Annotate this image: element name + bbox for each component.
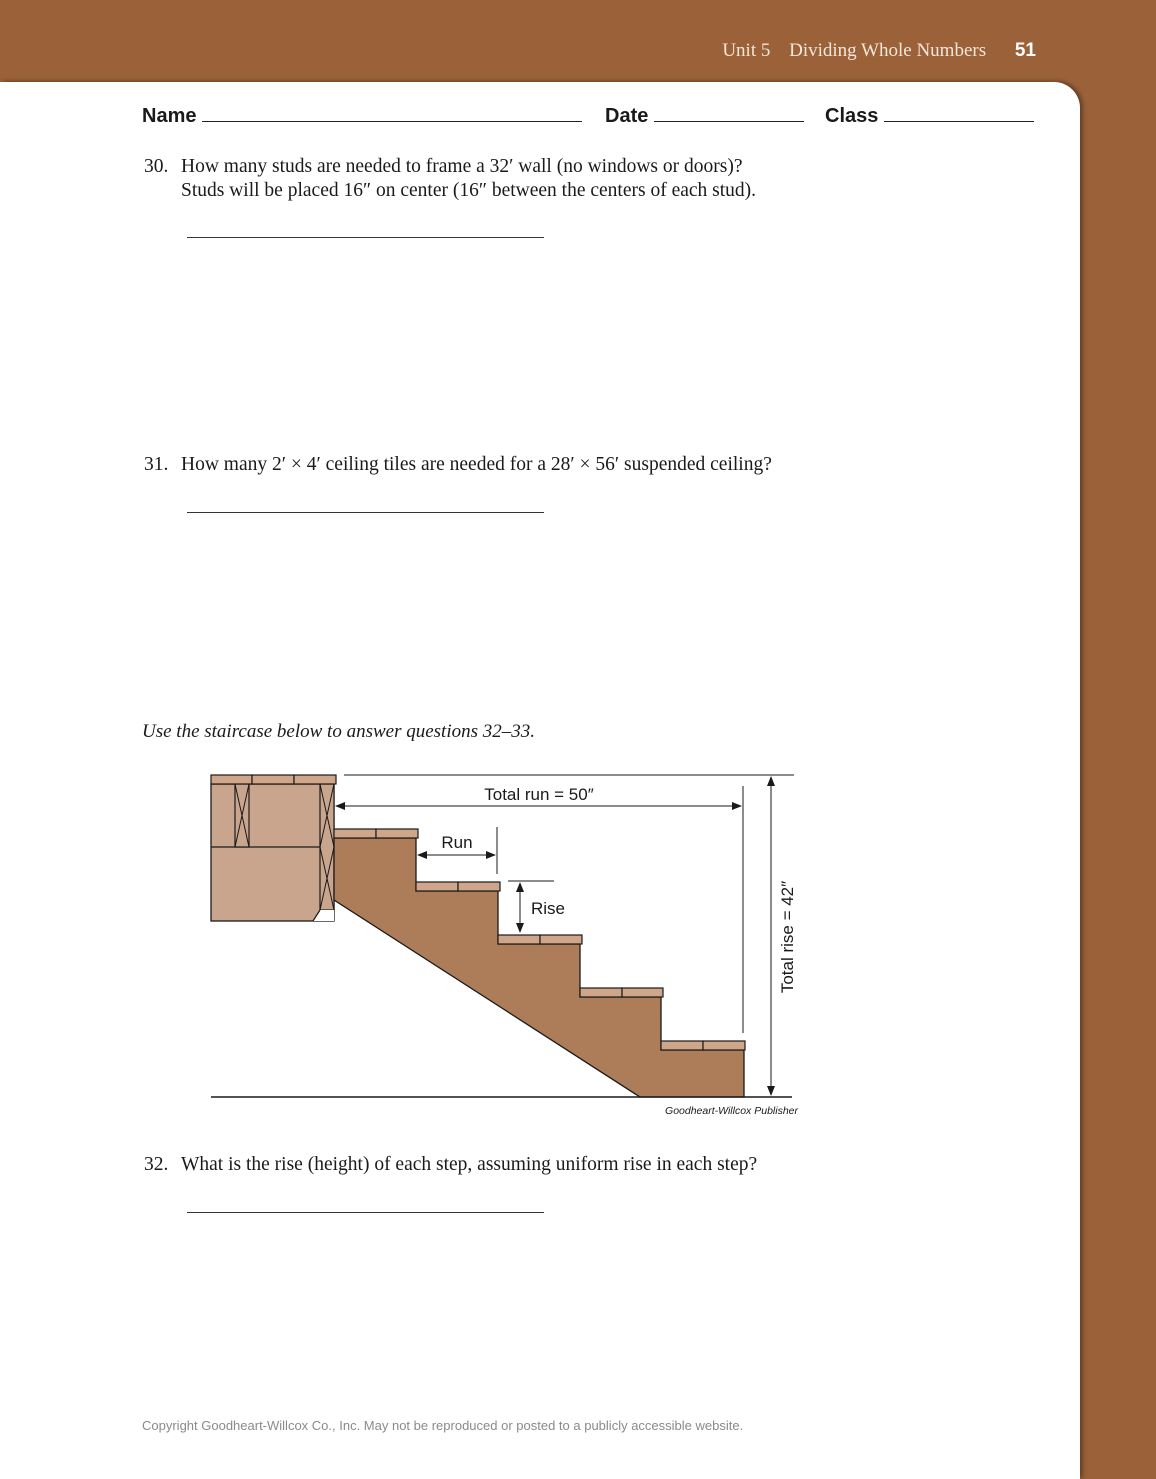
figure-instruction: Use the staircase below to answer questions 32–33.: [142, 721, 535, 742]
total-rise-label: Total rise = 42″: [778, 880, 797, 994]
question-32: [144, 1153, 757, 1177]
copyright-notice: Copyright Goodheart-Willcox Co., Inc. May not be reproduced or posted to a publicly accessible website.: [142, 1418, 744, 1433]
date-label: Date: [605, 105, 649, 127]
run-label: Run: [441, 833, 473, 852]
question-text: What is the rise (height) of each step, assuming uniform rise in each step?: [181, 1154, 758, 1175]
page-number: 51: [1014, 40, 1036, 61]
chapter-title: Dividing Whole Numbers: [789, 40, 987, 61]
question-text: How many 2′ × 4′ ceiling tiles are needed for a 28′ × 56′ suspended ceiling?: [181, 454, 772, 475]
unit-label: Unit 5: [722, 40, 771, 61]
question-text-cont: Studs will be placed 16″ on center (16″ between the centers of each stud).: [181, 180, 757, 201]
figure-credit: Goodheart-Willcox Publisher: [665, 1105, 798, 1117]
question-number: 30.: [144, 156, 169, 177]
total-run-label: Total run = 50″: [484, 785, 594, 804]
class-label: Class: [825, 105, 879, 127]
answer-line-32[interactable]: [187, 1212, 544, 1213]
question-text: How many studs are needed to frame a 32′ wall (no windows or doors)?: [181, 156, 743, 177]
rise-label: Rise: [530, 899, 566, 918]
name-label: Name: [142, 105, 197, 127]
question-number: 32.: [144, 1154, 169, 1175]
landing-platform: [211, 775, 336, 921]
stair-stringer: [334, 838, 744, 1097]
question-number: 31.: [144, 454, 169, 475]
